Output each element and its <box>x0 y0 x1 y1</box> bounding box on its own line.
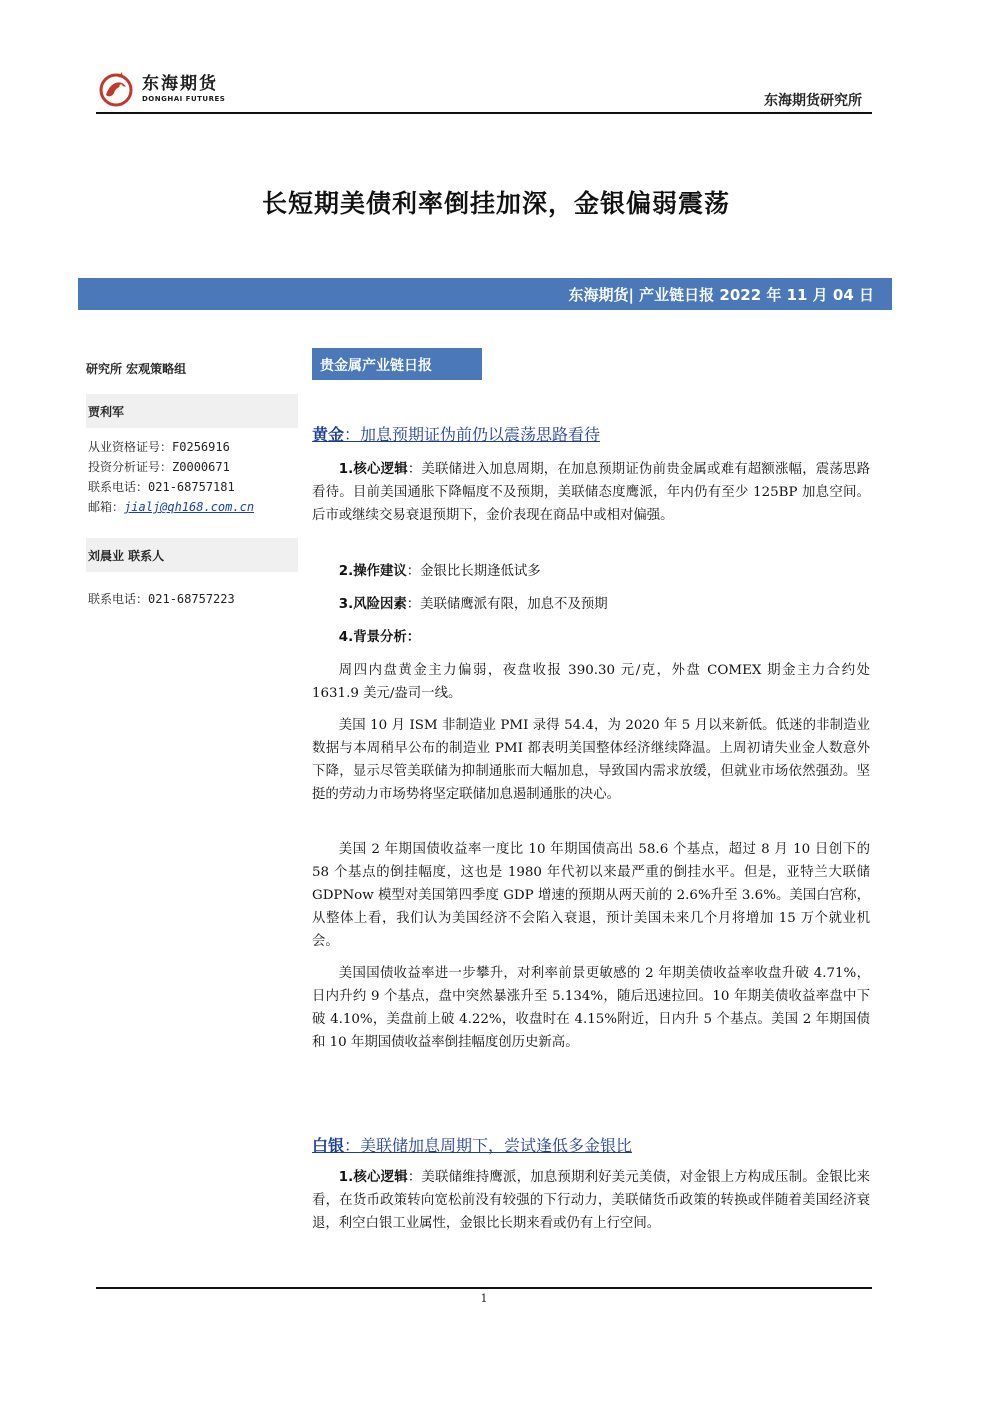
gold-background-label: 4.背景分析： <box>338 630 421 645</box>
author1-phone: 联系电话：021-68757181 <box>88 480 235 494</box>
section-tag <box>312 348 482 380</box>
gold-core-logic: 1.核心逻辑：美联储进入加息周期，在加息预期证伪前贵金属或难有超额涨幅，震荡思路看待。目前美国通胀下降幅度不及预期，美联储态度鹰派，年内仍有至少 125BP 加息空间。后市或继续交易衰退预期下，金价表现在商品中或相对偏强。 <box>312 462 870 523</box>
banner-text: 东海期货| 产业链日报 2022 年 11 月 04 日 <box>568 286 874 304</box>
gold-heading: 黄金：加息预期证伪前仍以震荡思路看待 <box>312 425 601 444</box>
silver-heading: 白银：美联储加息周期下，尝试逢低多金银比 <box>312 1136 633 1155</box>
author2-name-block <box>86 538 298 572</box>
footer-divider <box>96 1287 872 1289</box>
author2-phone: 联系电话：021-68757223 <box>88 592 235 606</box>
dragon-logo-icon <box>96 69 136 109</box>
author1-investment-cert: 投资分析证号：Z0000671 <box>88 460 230 474</box>
author1-name-block <box>86 394 298 428</box>
logo-english-name: DONGHAI FUTURES <box>142 95 226 103</box>
department-label: 研究所 宏观策略组 <box>86 362 187 376</box>
gold-background-para-2: 美国 10 月 ISM 非制造业 PMI 录得 54.4，为 2020 年 5 月以来新低。低迷的非制造业数据与本周稍早公布的制造业 PMI 都表明美国整体经济继续降温。上周初请失业金人数意外下降，显示尽管美联储为抑制通胀而大幅加息，导致国内需求放缓，但就业市场依然强劲。坚挺的劳动力市场势将坚定联储加息遏制通胀的决心。 <box>312 718 870 802</box>
gold-risk-factors: 3.风险因素：美联储鹰派有限，加息不及预期 <box>338 597 608 612</box>
logo-chinese-name: 东海期货 <box>142 74 218 94</box>
page-header <box>96 60 872 116</box>
institute-name: 东海期货研究所 <box>764 93 862 109</box>
gold-background-para-3: 美国 2 年期国债收益率一度比 10 年期国债高出 58.6 个基点，超过 8 月 10 日创下的 58 个基点的倒挂幅度，这也是 1980 年代初以来最严重的倒挂水平。但是，亚特兰大联储 GDPNow 模型对美国第四季度 GDP 增速的预期从两天前的 2.6%升至 3.6%。美国白宫称，从整体上看，我们认为美国经济不会陷入衰退，预计美国未来几个月将增加 15 万个就业机会。 <box>312 842 870 949</box>
report-title: 长短期美债利率倒挂加深，金银偏弱震荡 <box>261 189 730 218</box>
logo-text <box>142 74 225 104</box>
author2-name: 刘晨业 联系人 <box>88 549 165 563</box>
gold-background-para-4: 美国国债收益率进一步攀升，对利率前景更敏感的 2 年期美债收益率收盘升破 4.71%，日内升约 9 个基点，盘中突然暴涨升至 5.134%，随后迅速拉回。10 年期美债收益率盘中下破 4.10%，美盘前上破 4.22%，收盘时在 4.15%附近，日内升 5 个基点。美国 2 年期国债和 10 年期国债收益率倒挂幅度创历史新高。 <box>312 966 870 1050</box>
silver-core-logic: 1.核心逻辑：美联储维持鹰派，加息预期利好美元美债，对金银上方构成压制。金银比来看，在货币政策转向宽松前没有较强的下行动力，美联储货币政策的转换或伴随着美国经济衰退，利空白银工业属性，金银比长期来看或仍有上行空间。 <box>312 1170 870 1231</box>
author1-qualification: 从业资格证号：F0256916 <box>88 440 230 454</box>
author1-email: 邮箱：jialj@qh168.com.cn <box>88 500 255 514</box>
gold-background-para-1: 周四内盘黄金主力偏弱，夜盘收报 390.30 元/克，外盘 COMEX 期金主力合约处 1631.9 美元/盎司一线。 <box>312 663 870 701</box>
page-number: 1 <box>480 1292 488 1305</box>
gold-operation-advice: 2.操作建议：金银比长期逢低试多 <box>338 564 541 579</box>
header-divider <box>96 112 872 114</box>
author1-name: 贾利军 <box>88 405 125 419</box>
report-banner <box>78 278 892 310</box>
company-logo <box>96 66 225 112</box>
section-tag-label: 贵金属产业链日报 <box>320 358 432 374</box>
author1-email-link[interactable]: jialj@qh168.com.cn <box>124 500 255 514</box>
